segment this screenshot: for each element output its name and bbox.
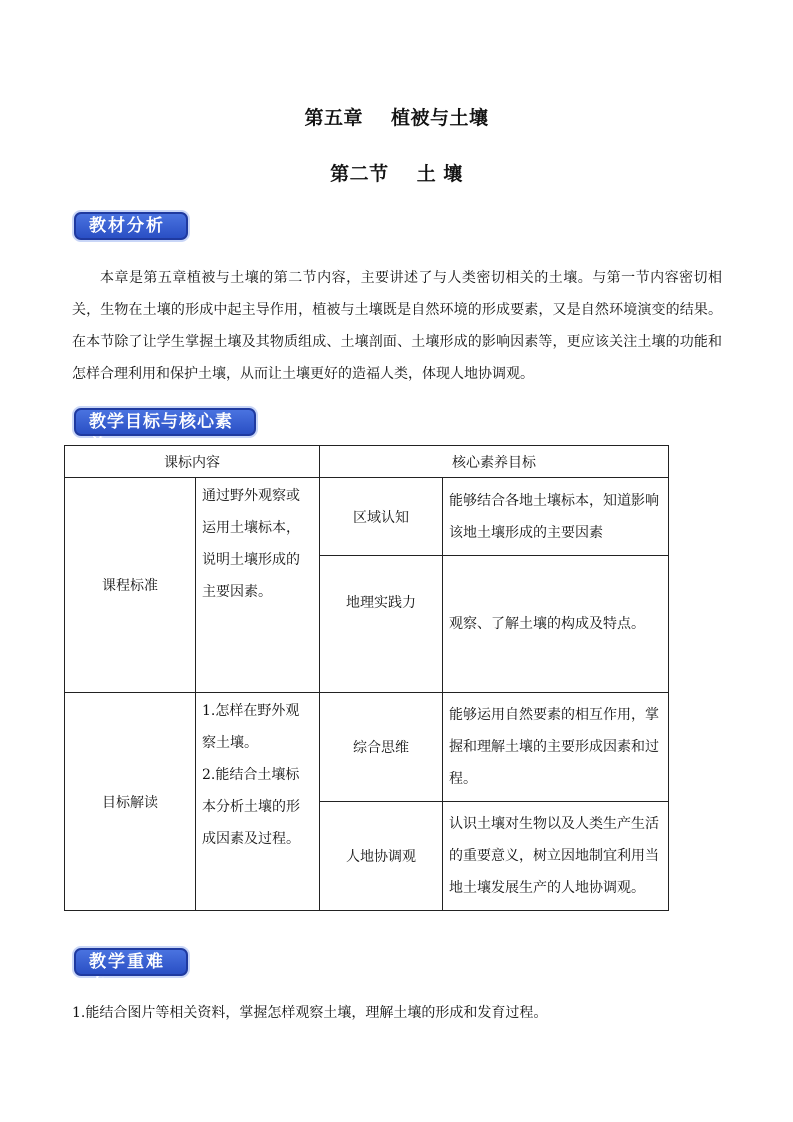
literacy-desc: 能够运用自然要素的相互作用，掌握和理解土壤的主要形成因素和过程。	[443, 693, 669, 802]
standard-content: 通过野外观察或运用土壤标本，说明土壤形成的主要因素。	[196, 478, 320, 693]
analysis-badge: 教材分析	[74, 212, 188, 240]
row-label-standard: 课程标准	[65, 478, 196, 693]
literacy-name: 综合思维	[320, 693, 443, 802]
difficulty-item: 1.能结合图片等相关资料，掌握怎样观察土壤，理解土壤的形成和发育过程。	[72, 1005, 548, 1021]
interpretation-item-2: 2.能结合土壤标本分析土壤的形成因素及过程。	[202, 767, 300, 847]
interpretation-content	[196, 693, 320, 911]
literacy-name: 区域认知	[320, 478, 443, 556]
goals-badge: 教学目标与核心素养	[74, 408, 256, 436]
literacy-desc: 能够结合各地土壤标本，知道影响该地土壤形成的主要因素	[443, 478, 669, 556]
analysis-paragraph: 本章是第五章植被与土壤的第二节内容，主要讲述了与人类密切相关的土壤。与第一节内容密切相关，生物在土壤的形成中起主导作用，植被与土壤既是自然环境的形成要素，又是自然环境演变的结果。在本节除了让学生掌握土壤及其物质组成、土壤剖面、土壤形成的影响因素等，更应该关注土壤的功能和怎样合理利用和保护土壤，从而让土壤更好的造福人类，体现人地协调观。	[72, 270, 722, 382]
literacy-name: 地理实践力	[320, 556, 443, 693]
interpretation-item-1: 1.怎样在野外观察土壤。	[202, 703, 300, 751]
section-number: 第二节	[330, 163, 389, 185]
literacy-desc: 认识土壤对生物以及人类生产生活的重要意义，树立因地制宜利用当地土壤发展生产的人地协调观。	[443, 802, 669, 911]
literacy-desc: 观察、了解土壤的构成及特点。	[443, 556, 669, 693]
literacy-name: 人地协调观	[320, 802, 443, 911]
row-label-interpretation: 目标解读	[65, 693, 196, 911]
section-name: 土 壤	[416, 163, 463, 185]
table-header-standards: 课标内容	[65, 446, 320, 478]
section-title	[0, 159, 793, 186]
chapter-number: 第五章	[304, 107, 363, 129]
difficulty-badge: 教学重难点	[74, 948, 188, 976]
chapter-title	[0, 103, 793, 130]
goals-table	[64, 445, 669, 911]
table-header-literacy: 核心素养目标	[320, 446, 669, 478]
chapter-name: 植被与土壤	[391, 107, 489, 129]
